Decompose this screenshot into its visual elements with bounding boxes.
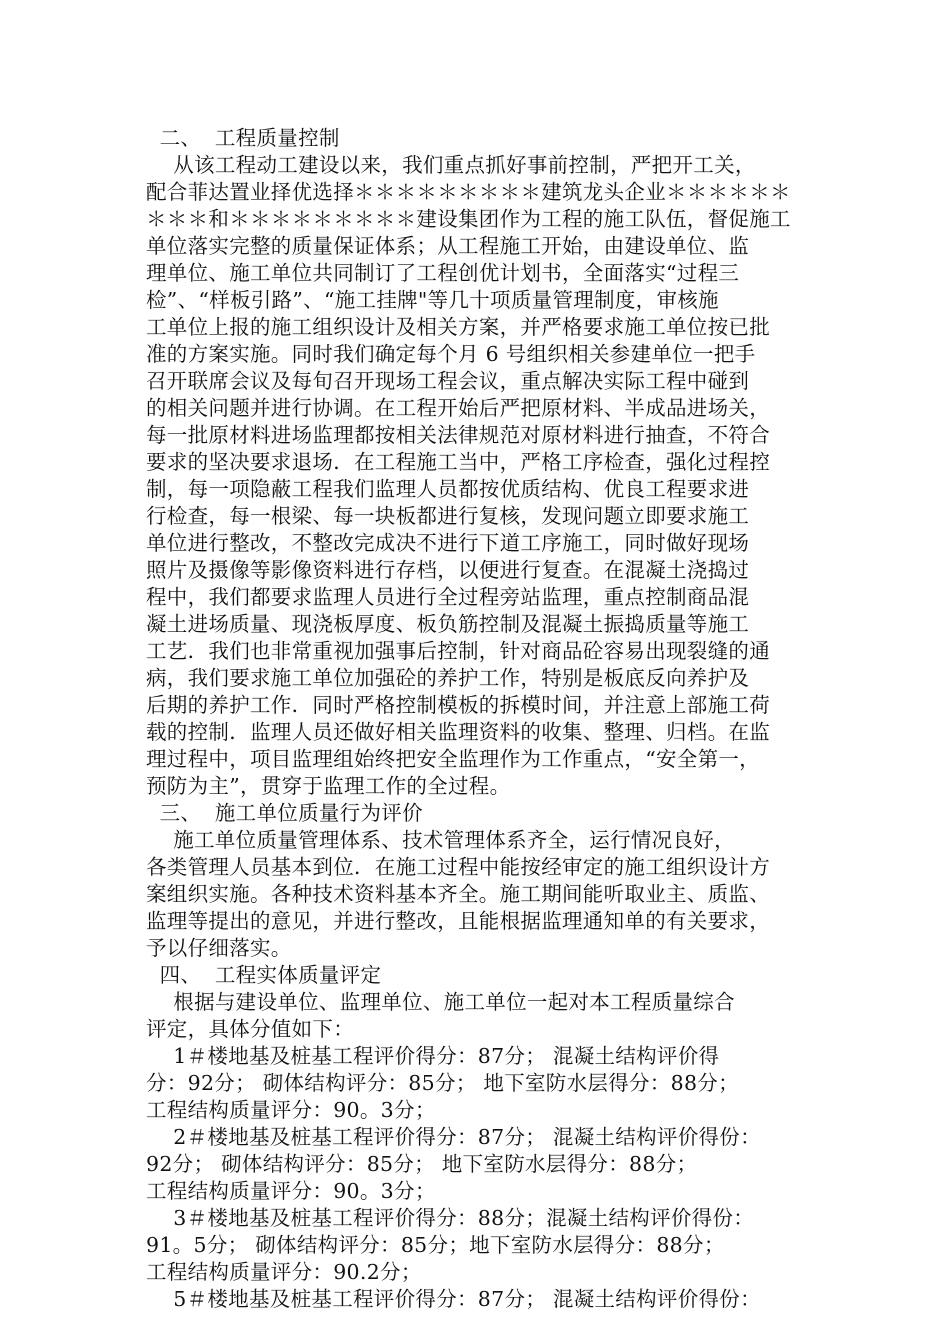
paragraph-line: 根据与建设单位、监理单位、施工单位一起对本工程质量综合	[146, 990, 735, 1014]
score-line: 工程结构质量评分：90。3分；	[146, 1098, 436, 1122]
paragraph-line: 预防为主”，贯穿于监理工作的全过程。	[146, 774, 511, 798]
paragraph-line: 理过程中，项目监理组始终把安全监理作为工作重点，“安全第一，	[146, 747, 760, 771]
paragraph-line: 行检查，每一根梁、每一块板都进行复核，发现问题立即要求施工	[146, 504, 750, 528]
score-line: 工程结构质量评分：90。3分；	[146, 1179, 436, 1203]
score-line: 92分； 砌体结构评分：85分； 地下室防水层得分：88分；	[146, 1152, 698, 1176]
paragraph-line: 各类管理人员基本到位．在施工过程中能按经审定的施工组织设计方	[146, 855, 770, 879]
paragraph-line: 的相关问题并进行协调。在工程开始后严把原材料、半成品进场关，	[146, 396, 770, 420]
paragraph-line: 工单位上报的施工组织设计及相关方案，并严格要求施工单位按已批	[146, 315, 770, 339]
score-line: 工程结构质量评分：90.2分；	[146, 1260, 422, 1284]
paragraph-line: 要求的坚决要求退场．在工程施工当中，严格工序检查，强化过程控	[146, 450, 770, 474]
score-line: 1＃楼地基及桩基工程评价得分：87分； 混凝土结构评价得	[146, 1044, 720, 1068]
paragraph-line: 照片及摄像等影像资料进行存档，以便进行复查。在混凝土浇捣过	[146, 558, 750, 582]
score-line: 2＃楼地基及桩基工程评价得分：87分； 混凝土结构评价得份：	[146, 1125, 761, 1149]
paragraph-line: 每一批原材料进场监理都按相关法律规范对原材料进行抽查，不符合	[146, 423, 770, 447]
paragraph-line: 监理等提出的意见，并进行整改，且能根据监理通知单的有关要求，	[146, 909, 770, 933]
paragraph-line: 工艺．我们也非常重视加强事后控制，针对商品砼容易出现裂缝的通	[146, 639, 770, 663]
heading-quality-assessment: 四、 工程实体质量评定	[146, 963, 382, 987]
paragraph-line: 后期的养护工作．同时严格控制模板的拆模时间，并注意上部施工荷	[146, 693, 770, 717]
score-line: 91。5分； 砌体结构评分：85分；地下室防水层得分：88分；	[146, 1233, 725, 1257]
paragraph-line: 案组织实施。各种技术资料基本齐全。施工期间能听取业主、质监、	[146, 882, 770, 906]
score-line: 分：92分； 砌体结构评分：85分； 地下室防水层得分：88分；	[146, 1071, 739, 1095]
paragraph-line: 制，每一项隐蔽工程我们监理人员都按优质结构、优良工程要求进	[146, 477, 750, 501]
paragraph-line: 从该工程动工建设以来，我们重点抓好事前控制，严把开工关，	[146, 153, 756, 177]
paragraph-line: 评定，具体分值如下：	[146, 1017, 354, 1041]
paragraph-line: 理单位、施工单位共同制订了工程创优计划书，全面落实“过程三	[146, 261, 740, 285]
paragraph-line: 载的控制．监理人员还做好相关监理资料的收集、整理、归档。在监	[146, 720, 770, 744]
paragraph-line: 召开联席会议及每旬召开现场工程会议，重点解决实际工程中碰到	[146, 369, 750, 393]
paragraph-line: 单位落实完整的质量保证体系；从工程施工开始，由建设单位、监	[146, 234, 750, 258]
paragraph-line: 程中，我们都要求监理人员进行全过程旁站监理，重点控制商品混	[146, 585, 750, 609]
heading-construction-evaluation: 三、 施工单位质量行为评价	[146, 801, 423, 825]
paragraph-line: ＊＊＊和＊＊＊＊＊＊＊＊＊建设集团作为工程的施工队伍，督促施工	[146, 207, 791, 231]
score-line: 3＃楼地基及桩基工程评价得分：88分；混凝土结构评价得份：	[146, 1206, 755, 1230]
paragraph-line: 凝土进场质量、现浇板厚度、板负筋控制及混凝土振捣质量等施工	[146, 612, 750, 636]
paragraph-line: 准的方案实施。同时我们确定每个月 6 号组织相关参建单位一把手	[146, 342, 756, 366]
paragraph-line: 病，我们要求施工单位加强砼的养护工作，特别是板底反向养护及	[146, 666, 750, 690]
paragraph-line: 配合菲达置业择优选择＊＊＊＊＊＊＊＊＊建筑龙头企业＊＊＊＊＊＊	[146, 180, 791, 204]
score-line: 5＃楼地基及桩基工程评价得分：87分； 混凝土结构评价得份：	[146, 1287, 761, 1311]
paragraph-line: 予以仔细落实。	[146, 936, 292, 960]
paragraph-line: 检”、“样板引路”、“施工挂牌"等几十项质量管理制度，审核施	[146, 288, 719, 312]
paragraph-line: 单位进行整改，不整改完成决不进行下道工序施工，同时做好现场	[146, 531, 750, 555]
paragraph-line: 施工单位质量管理体系、技术管理体系齐全，运行情况良好，	[146, 828, 735, 852]
heading-quality-control: 二、 工程质量控制	[146, 126, 340, 150]
